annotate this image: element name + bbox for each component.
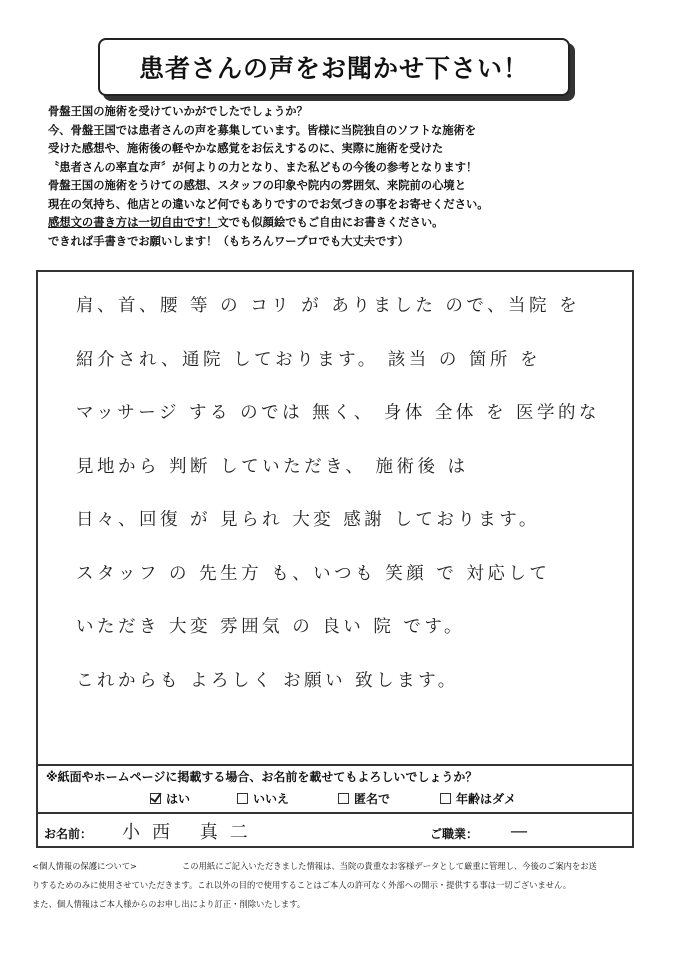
job-label: ご職業： — [430, 827, 479, 841]
consent-option-no[interactable] — [237, 790, 289, 807]
intro-line — [48, 214, 648, 233]
checkbox-icon[interactable] — [237, 793, 248, 804]
privacy-line: また、個人情報はご本人様からのお申し出により訂正・削除いたします。 — [32, 899, 306, 909]
name-label: お名前： — [44, 827, 93, 841]
intro-line: 現在の気持ち、他店との違いなど何でもありですのでお気づきの事をお寄せください。 — [48, 197, 489, 211]
comment-line: 見地から 判断 していただき、 施術後 は — [76, 456, 469, 477]
name-field[interactable]: 小西 真二 — [122, 822, 260, 843]
consent-question: ※紙面やホームページに掲載する場合、お名前を載せてもよろしいでしょうか？ — [46, 770, 478, 784]
checkbox-icon[interactable] — [440, 793, 451, 804]
checkbox-icon[interactable] — [338, 793, 349, 804]
privacy-line: りするためのみに使用させていただきます。これ以外の目的で使用することはご本人の許可なく外部への開示・提供する事は一切ございません。 — [32, 880, 572, 890]
intro-line7-rest: 文でも似顔絵でもご自由にお書きください。 — [217, 216, 444, 229]
feedback-form-box — [36, 270, 634, 848]
comment-line: これからも よろしく お願い 致します。 — [76, 670, 459, 691]
checkbox-checked-icon[interactable] — [150, 793, 161, 804]
divider — [38, 812, 632, 814]
consent-options — [38, 790, 632, 810]
option-label: はい — [166, 792, 191, 806]
job-field[interactable]: — — [510, 821, 528, 842]
option-label: いいえ — [253, 792, 290, 806]
privacy-heading: <個人情報の保護について> — [32, 861, 138, 871]
handwritten-comment — [76, 280, 636, 708]
intro-underlined: 感想文の書き方は一切自由です！ — [48, 216, 218, 229]
consent-option-anonymous[interactable] — [338, 790, 390, 807]
intro-line: 骨盤王国の施術をうけての感想、スタッフの印象や院内の雰囲気、来院前の心境と — [48, 179, 466, 192]
privacy-line: この用紙にご記入いただきました情報は、当院の貴重なお客様データとして厳重に管理し、今後のご案内をお送 — [182, 861, 597, 871]
consent-option-no-age[interactable] — [440, 790, 516, 807]
option-label: 匿名で — [354, 792, 391, 806]
privacy-notice — [32, 857, 652, 914]
comment-line: 紹介され、通院 しております。 該当 の 箇所 を — [76, 349, 541, 370]
intro-line: 骨盤王国の施術を受けていかがでしたでしょうか？ — [48, 105, 308, 118]
comment-line: マッサージ する のでは 無く、 身体 全体 を 医学的な — [76, 403, 601, 423]
option-label: 年齢はダメ — [456, 792, 517, 806]
divider — [38, 764, 632, 766]
comment-line: いただき 大変 雰囲気 の 良い 院 です。 — [76, 617, 465, 637]
intro-text — [48, 103, 648, 251]
page-title: 患者さんの声をお聞かせ下さい！ — [98, 38, 570, 96]
intro-line: できれば手書きでお願いします！（もちろんワープロでも大丈夫です） — [48, 234, 409, 248]
comment-line: 日々、回復 が 見られ 大変 感謝 しております。 — [76, 510, 540, 530]
intro-line: 受けた感想や、施術後の軽やかな感覚をお伝えするのに、実際に施術を受けた — [48, 142, 444, 155]
intro-line: 〝患者さんの率直な声〞が何よりの力となり、また私どもの今後の参考となります！ — [48, 160, 478, 174]
intro-line: 今、骨盤王国では患者さんの声を募集しています。皆様に当院独自のソフトな施術を — [48, 123, 477, 137]
comment-line: 肩、首、腰 等 の コリ が ありました ので、当院 を — [76, 296, 581, 316]
comment-line: スタッフ の 先生方 も、いつも 笑顔 で 対応して — [76, 563, 551, 584]
consent-option-yes[interactable] — [150, 790, 190, 807]
